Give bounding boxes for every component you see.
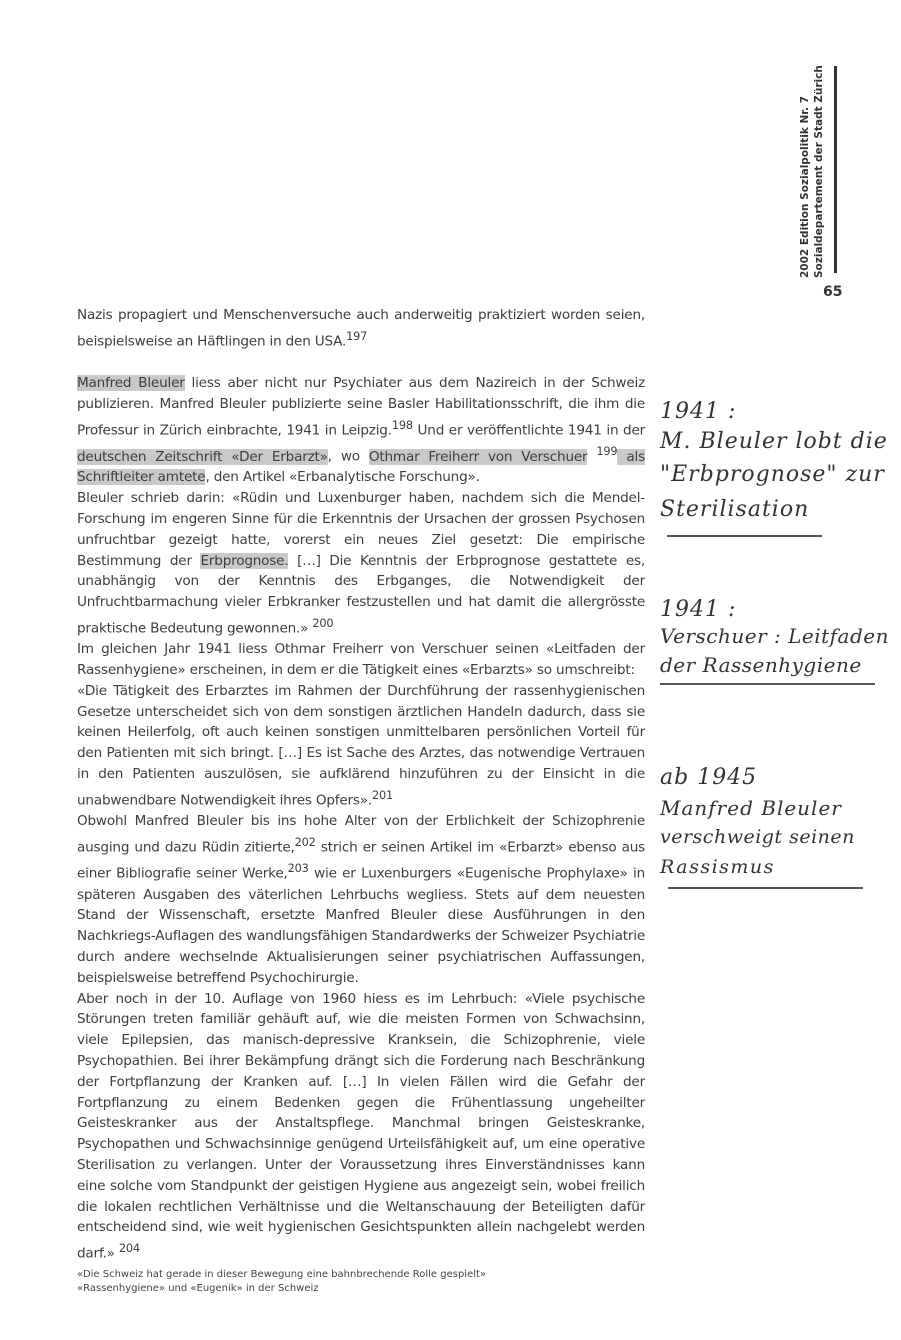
text-run: Obwohl Manfred Bleuler bis ins hohe Alter von der Erblichkeit der Schizophrenie ausging und dazu Rüdin zitierte, bbox=[77, 813, 645, 856]
handwritten-text: verschweigt seinen bbox=[660, 826, 855, 848]
text-run: Aber noch in der 10. Auflage von 1960 hiess es im Lehrbuch: «Viele psychische Störungen treten familiär gehäuft auf, wie die meisten Formen von Schwachsinn, viele Epilepsien, das manisch-depressive Kranksein, die Schizophrenie, viele Psychopathien. Bei ihrer Bekämpfung drängt sich die Forderung nach Beschränkung der Fortpflanzung der Kranken auf. […] In vielen Fällen wird die Gefahr der Fortpflanzung zu einem Bedenken gegen die Frühentlassung ungeheilter Geisteskranker aus der Anstaltspflege. Manchmal bringen Geisteskranke, Psychopathen und Schwachsinnige genügend Urteilsfähigkeit auf, um eine operative Sterilisation zu verlangen. Unter der Voraussetzung ihres Einverständnisses kann eine solche vom Standpunkt der geistigen Hygiene aus angezeigt sein, wobei freilich die lokalen rechtlichen Verhältnisse und die Weltanschauung der Beteiligten dafür entscheidend sind, wie weit hygienischen Gesichtspunkten allein nachgelebt werden darf.» bbox=[77, 990, 645, 1262]
highlighted-text: Othmar Freiherr von Verschuer bbox=[368, 448, 588, 465]
paragraph bbox=[77, 488, 645, 639]
paragraph bbox=[77, 989, 645, 1265]
page-number: 65 bbox=[823, 284, 843, 300]
text-run: Und er veröffentlichte 1941 in der bbox=[412, 422, 646, 439]
underline-stroke bbox=[667, 535, 822, 537]
header-rule bbox=[834, 66, 837, 273]
handwritten-text: Manfred Bleuler bbox=[660, 796, 842, 820]
handwritten-text: Rassismus bbox=[660, 856, 775, 878]
handwritten-text: M. Bleuler lobt die bbox=[660, 429, 888, 454]
footnote-ref: 200 bbox=[312, 615, 334, 630]
footnote-ref: 201 bbox=[372, 787, 394, 802]
footnote-ref: 198 bbox=[391, 417, 413, 432]
handwritten-text: Verschuer : Leitfaden bbox=[660, 624, 889, 648]
handwritten-text: 1941 : bbox=[660, 597, 737, 622]
highlighted-text: Manfred Bleuler bbox=[77, 375, 185, 392]
handwritten-text: der Rassenhygiene bbox=[660, 653, 862, 677]
text-run: liess aber nicht nur Psychiater aus dem Nazireich in der Schweiz publizieren. Manfred Bleuler publizierte seine Basler Habilitationsschrift, die ihm die Professur in Zürich einbrachte, 1941 in Leipzig. bbox=[77, 375, 646, 439]
footnote-ref: 204 bbox=[118, 1241, 140, 1256]
footnote-ref: 197 bbox=[346, 328, 368, 343]
body-text bbox=[77, 305, 645, 1265]
handwritten-text: 1941 : bbox=[660, 399, 737, 424]
footer-line: «Rassenhygiene» und «Eugenik» in der Schweiz bbox=[77, 1283, 319, 1294]
highlighted-text: Erbprognose. bbox=[200, 552, 289, 569]
text-run: Nazis propagiert und Menschenversuche auch anderweitig praktiziert worden seien, beispielsweise an Häftlingen in den USA. bbox=[77, 307, 645, 350]
underline-stroke bbox=[660, 683, 875, 685]
footer-line: «Die Schweiz hat gerade in dieser Bewegung eine bahnbrechende Rolle gespielt» bbox=[77, 1269, 487, 1280]
paragraph bbox=[77, 681, 645, 811]
paragraph bbox=[77, 305, 645, 352]
text-run: , wo bbox=[327, 448, 369, 465]
highlighted-text: als Schriftleiter amtete bbox=[77, 448, 645, 486]
handwritten-text: Sterilisation bbox=[660, 497, 810, 522]
footnote-ref: 203 bbox=[287, 861, 309, 876]
highlighted-text: deutschen Zeitschrift «Der Erbarzt» bbox=[77, 448, 328, 465]
paragraph bbox=[77, 373, 645, 488]
running-header bbox=[798, 63, 826, 278]
paragraph bbox=[77, 639, 645, 681]
text-run: wie er Luxenburgers «Eugenische Prophylaxe» in späteren Ausgaben des väterlichen Lehrbuchs wegliess. Stets auf dem neuesten Stand der Wissenschaft, ersetzte Manfred Bleuler diese Ausführungen in den Nachkriegs-Auflagen des wandlungsfähigen Standardwerks der Schweizer Psychiatrie durch andere wechselnde Aktualisierungen seiner psychiatrischen Auffassungen, beispielsweise betreffend Psychochirurgie. bbox=[77, 865, 645, 986]
text-run: Bleuler schrieb darin: «Rüdin und Luxenburger haben, nachdem sich die Mendel-Forschung im engeren Sinne für die Erkenntnis der Ursachen der grossen Psychosen unfruchtbar gezeigt hatte, vorerst ein neues Ziel gesetzt: Die empirische Bestimmung der bbox=[77, 490, 645, 569]
text-run: […] Die Kenntnis der Erbprognose gestattete es, unabhängig von der Kenntnis des Erbganges, die Notwendigkeit der Unfruchtbarmachung vieler Erbkranker festzustellen und hat damit die allergrösste praktische Bedeutung gewonnen.» bbox=[77, 552, 645, 637]
page-footer bbox=[77, 1268, 486, 1296]
text-run: strich er seinen Artikel im «Erbarzt» ebenso aus einer Bibliografie seiner Werke, bbox=[77, 839, 646, 882]
paragraph bbox=[77, 811, 645, 988]
handwritten-text: ab 1945 bbox=[660, 765, 758, 790]
text-run: Im gleichen Jahr 1941 liess Othmar Freiherr von Verschuer seinen «Leitfaden der Rassenhygiene» erscheinen, in dem er die Tätigkeit eines «Erbarzts» so umschreibt: bbox=[77, 641, 645, 679]
series-title: 2002 Edition Sozialpolitik Nr. 7 bbox=[799, 96, 811, 278]
underline-stroke bbox=[668, 887, 863, 889]
footnote-ref: 202 bbox=[294, 834, 316, 849]
text-run: «Die Tätigkeit des Erbarztes im Rahmen der Durchführung der rassenhygienischen Gesetze unterscheidet sich von dem sonstigen ärztlichen Handeln dadurch, dass sie keinen Heilerfolg, oft auch keinen sonstigen unmittelbaren persönlichen Vorteil für den Patienten mit sich bringt. […] Es ist Sache des Arztes, das notwendige Vertrauen in den Patienten auszulösen, sie aufklärend hinzuführen zu der Einsicht in die unabwendbare Notwendigkeit ihres Opfers». bbox=[77, 682, 645, 809]
handwritten-text: "Erbprognose" zur bbox=[660, 462, 885, 487]
footnote-ref: 199 bbox=[596, 444, 618, 459]
text-run: , den Artikel «Erbanalytische Forschung». bbox=[205, 469, 480, 486]
department-name: Sozialdepartement der Stadt Zürich bbox=[813, 65, 825, 278]
